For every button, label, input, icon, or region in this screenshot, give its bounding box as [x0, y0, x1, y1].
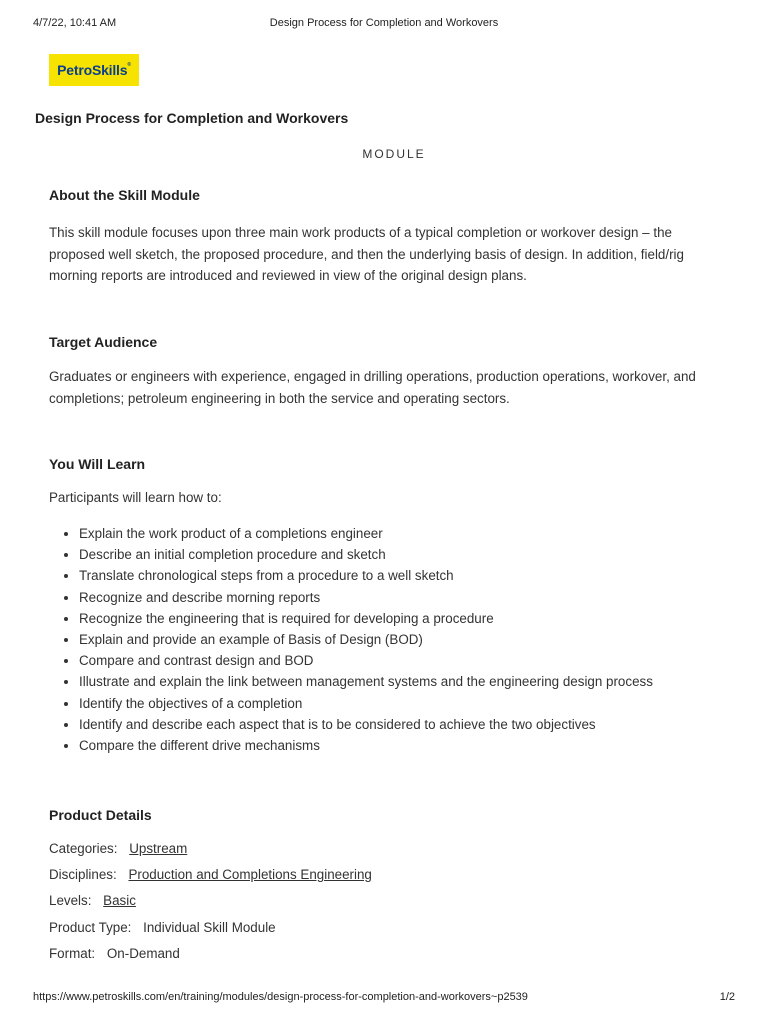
list-item: • Describe an initial completion procedure and sketch — [79, 544, 739, 565]
detail-row-categories — [49, 839, 372, 865]
registered-mark: ® — [127, 62, 131, 68]
product-details — [49, 839, 372, 970]
print-header — [33, 17, 735, 31]
detail-row-product-type — [49, 918, 372, 944]
list-item: • Compare and contrast design and BOD — [79, 650, 739, 671]
logo-text: PetroSkills® — [57, 62, 131, 78]
learn-heading: You Will Learn — [49, 456, 146, 472]
page-number: 1/2 — [719, 991, 735, 1003]
audience-heading: Target Audience — [49, 334, 158, 350]
about-heading: About the Skill Module — [49, 187, 200, 203]
levels-label: Levels: — [49, 893, 92, 909]
audience-body: Graduates or engineers with experience, engaged in drilling operations, production operations, workover, and completions; petroleum engineering in both the service and operating sectors. — [49, 369, 696, 406]
list-item: • Identify the objectives of a completion — [79, 693, 739, 714]
disciplines-link[interactable]: Production and Completions Engineering — [128, 867, 372, 883]
learn-list — [49, 523, 739, 756]
list-item: • Explain and provide an example of Basis of Design (BOD) — [79, 629, 739, 650]
list-item: • Explain the work product of a completions engineer — [79, 523, 739, 544]
list-item: • Identify and describe each aspect that is to be considered to achieve the two objectives — [79, 714, 739, 735]
list-item: • Translate chronological steps from a procedure to a well sketch — [79, 565, 739, 586]
details-heading: Product Details — [49, 807, 152, 823]
print-url: https://www.petroskills.com/en/training/modules/design-process-for-completion-and-workovers~p2539 — [33, 991, 528, 1003]
list-item: • Compare the different drive mechanisms — [79, 735, 739, 756]
list-item: • Recognize and describe morning reports — [79, 587, 739, 608]
format-value: On-Demand — [106, 945, 180, 961]
product-type-value: Individual Skill Module — [143, 919, 276, 935]
detail-row-levels — [49, 891, 372, 917]
list-item: • Illustrate and explain the link between management systems and the engineering design process — [79, 671, 739, 692]
learn-intro: Participants will learn how to: — [49, 490, 222, 505]
format-label: Format: — [49, 945, 96, 961]
categories-link-upstream[interactable]: Upstream — [129, 841, 188, 856]
page-title: Design Process for Completion and Workovers — [35, 110, 349, 126]
disciplines-label: Disciplines: — [49, 867, 117, 883]
list-item: • Recognize the engineering that is required for developing a procedure — [79, 608, 739, 629]
categories-label: Categories: — [49, 841, 118, 856]
petroskills-logo[interactable] — [49, 54, 139, 86]
levels-link-basic[interactable]: Basic — [103, 893, 136, 909]
product-type-label: Product Type: — [49, 919, 132, 935]
about-body: This skill module focuses upon three main work products of a typical completion or workover design – the proposed well sketch, the proposed procedure, and then the underlying basis of design. In addition, field/rig morning reports are introduced and reviewed in view of the original design plans. — [49, 225, 684, 283]
print-date: 4/7/22, 10:41 AM — [33, 17, 117, 29]
print-doc-title: Design Process for Completion and Workovers — [269, 17, 499, 29]
detail-row-disciplines — [49, 865, 372, 891]
module-label: MODULE — [362, 147, 426, 161]
detail-row-format — [49, 944, 372, 970]
